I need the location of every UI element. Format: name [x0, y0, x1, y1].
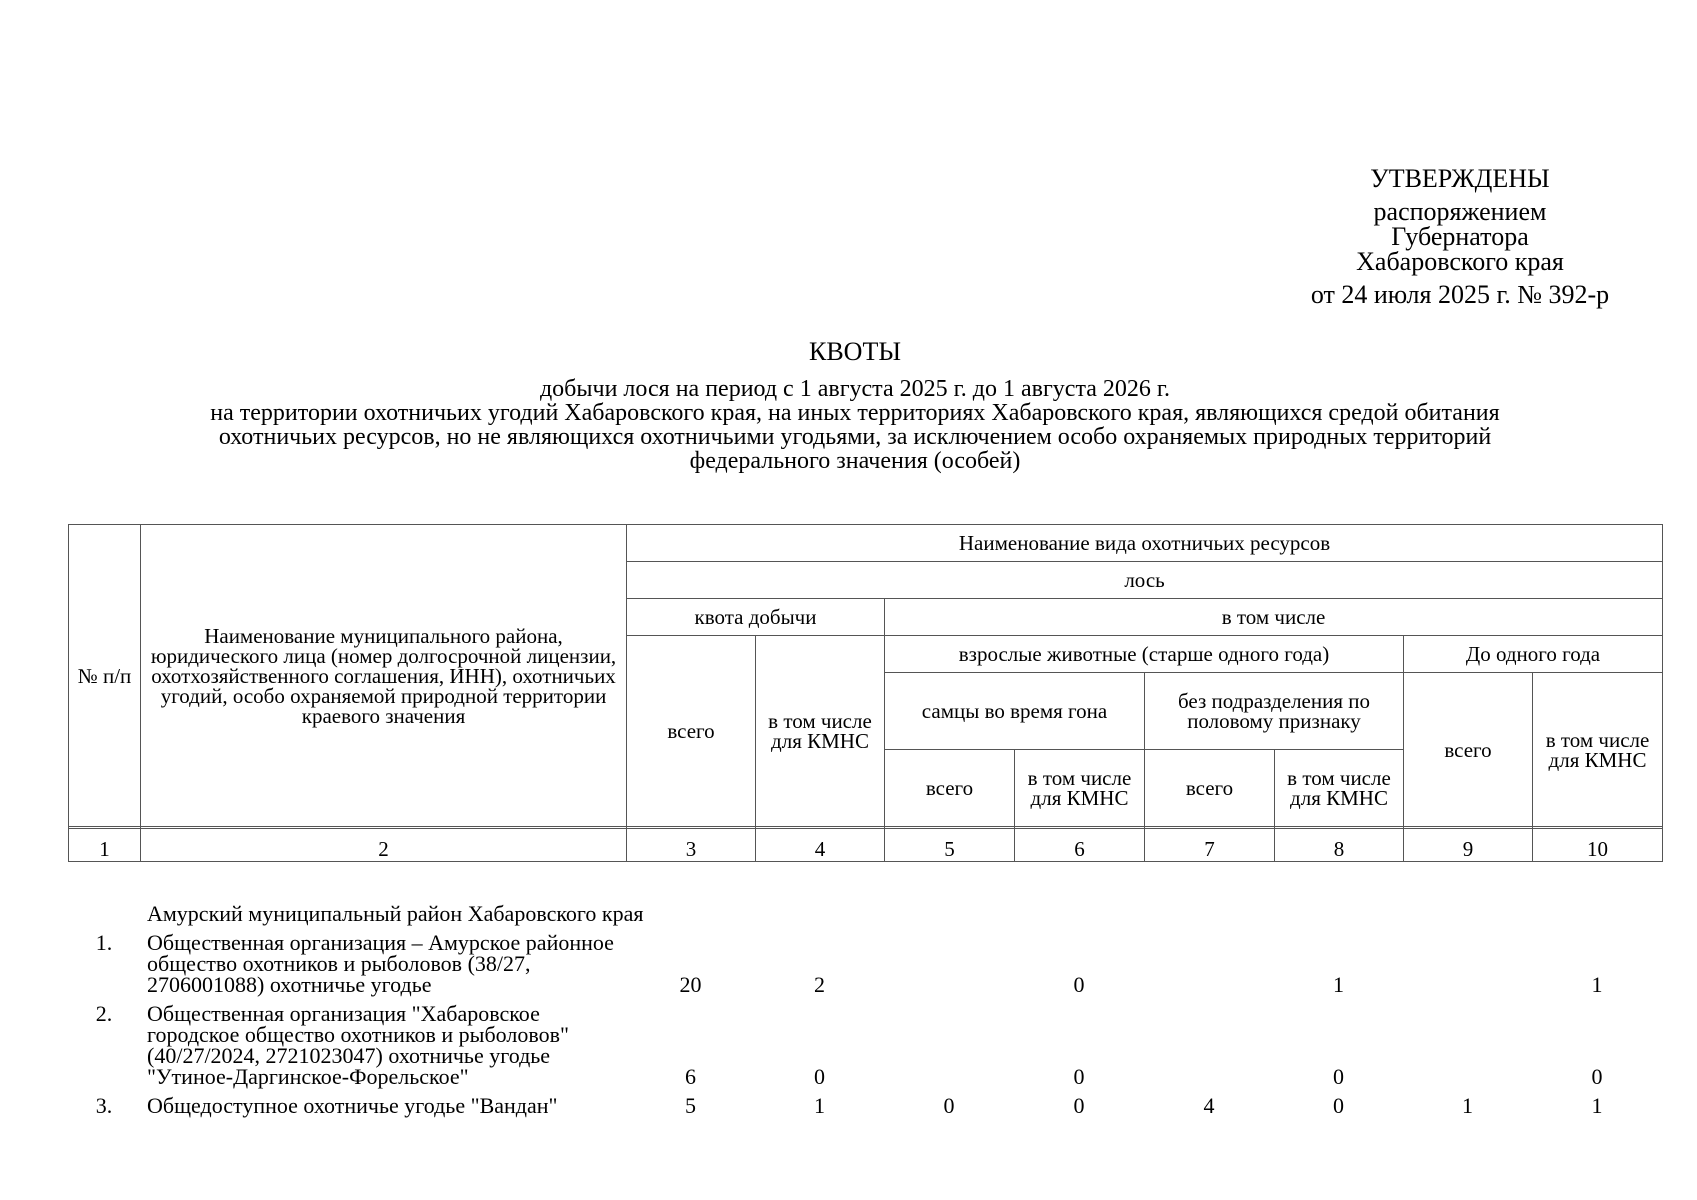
row-value: 20	[679, 972, 702, 997]
row-value	[884, 995, 1014, 1087]
row-value: 0	[814, 1064, 825, 1089]
header-species: лось	[627, 562, 1663, 599]
table-row	[68, 924, 1662, 995]
subtitle-line-2: на территории охотничьих угодий Хабаровского края, на иных территориях Хабаровского края, являющихся средой обитания	[210, 400, 1500, 426]
document-subtitle	[70, 377, 1640, 473]
header-resource-kind: Наименование вида охотничьих ресурсов	[627, 525, 1663, 562]
quota-table-body	[68, 872, 1662, 1116]
row-value: 1	[1591, 972, 1603, 997]
row-name: Общественная организация "Хабаровское городское общество охотников и рыболовов" (40/27/2024, 2721023047) охотничье угодье "Утиное-Даргинское-Форельское"	[147, 1001, 569, 1089]
header-name: Наименование муниципального района, юридического лица (номер долгосрочной лицензии, охотхозяйственного соглашения, ИНН), охотничьих угодий, особо охраняемой природной территории краевого значения	[141, 525, 627, 827]
subtitle-line-1: добычи лося на период с 1 августа 2025 г. до 1 августа 2026 г.	[539, 376, 1171, 402]
approval-date: от 24 июля 2025 г. № 392-р	[1310, 280, 1610, 309]
column-number: 1	[69, 829, 141, 862]
quota-table-header	[68, 524, 1663, 862]
row-value: 0	[1073, 972, 1085, 997]
row-name: Общедоступное охотничье угодье "Вандан"	[147, 1093, 558, 1118]
header-under-one-kmns: в том числе для КМНС	[1533, 673, 1663, 827]
column-number: 7	[1145, 829, 1275, 862]
row-value: 1	[814, 1093, 825, 1118]
table-row	[68, 995, 1662, 1087]
subtitle-line-4: федерального значения (особей)	[689, 448, 1021, 474]
row-value: 5	[685, 1093, 696, 1118]
header-males-rut: самцы во время гона	[885, 673, 1145, 750]
column-number: 6	[1015, 829, 1145, 862]
approval-line-2: Губернатора	[1391, 222, 1529, 251]
header-adults: взрослые животные (старше одного года)	[885, 636, 1404, 673]
row-value: 1	[1462, 1093, 1473, 1118]
row-value: 0	[1333, 1093, 1344, 1118]
header-no-sex: без подразделения по половому признаку	[1145, 673, 1404, 750]
row-value: 6	[685, 1064, 696, 1089]
row-value: 1	[1333, 972, 1344, 997]
subtitle-line-3: охотничьих ресурсов, но не являющихся охотничьими угодьями, за исключением особо охраняемых природных территорий	[218, 424, 1492, 450]
header-quota-total: всего	[627, 636, 756, 827]
column-number: 4	[756, 829, 885, 862]
row-name: Общественная организация – Амурское районное общество охотников и рыболовов (38/27, 2706001088) охотничье угодье	[147, 930, 614, 997]
header-no: № п/п	[69, 525, 141, 827]
row-value: 0	[1073, 1093, 1085, 1118]
header-quota: квота добычи	[627, 599, 885, 636]
row-value	[1144, 995, 1274, 1087]
header-quota-kmns: в том числе для КМНС	[756, 636, 885, 827]
row-value: 4	[1203, 1093, 1215, 1118]
column-number: 9	[1404, 829, 1533, 862]
header-males-kmns: в том числе для КМНС	[1015, 750, 1145, 827]
row-value: 2	[814, 972, 825, 997]
row-value	[1144, 924, 1274, 995]
row-value: 0	[1333, 1064, 1344, 1089]
column-number: 2	[141, 829, 627, 862]
document-title: КВОТЫ	[808, 337, 901, 366]
table-row	[68, 1087, 1662, 1116]
column-number: 5	[885, 829, 1015, 862]
approval-title: УТВЕРЖДЕНЫ	[1370, 164, 1550, 193]
row-value: 0	[943, 1093, 955, 1118]
column-number: 10	[1533, 829, 1663, 862]
approval-block	[1260, 166, 1660, 307]
header-males-total: всего	[885, 750, 1015, 827]
row-number: 1.	[95, 930, 113, 955]
row-value: 0	[1591, 1064, 1603, 1089]
approval-line-1: распоряжением	[1373, 197, 1547, 226]
row-number: 2.	[95, 1001, 113, 1026]
district-name: Амурский муниципальный район Хабаровского края	[147, 901, 644, 926]
header-under-one: До одного года	[1404, 636, 1663, 673]
row-value	[884, 924, 1014, 995]
approval-line-3: Хабаровского края	[1356, 247, 1564, 276]
row-value	[1403, 995, 1532, 1087]
column-number: 3	[627, 829, 756, 862]
row-value: 0	[1073, 1064, 1085, 1089]
row-value	[1403, 924, 1532, 995]
header-nosex-total: всего	[1145, 750, 1275, 827]
column-number: 8	[1275, 829, 1404, 862]
header-nosex-kmns: в том числе для КМНС	[1275, 750, 1404, 827]
row-number: 3.	[95, 1093, 113, 1118]
header-including: в том числе	[885, 599, 1663, 636]
header-under-one-total: всего	[1404, 673, 1533, 827]
row-value: 1	[1591, 1093, 1603, 1118]
